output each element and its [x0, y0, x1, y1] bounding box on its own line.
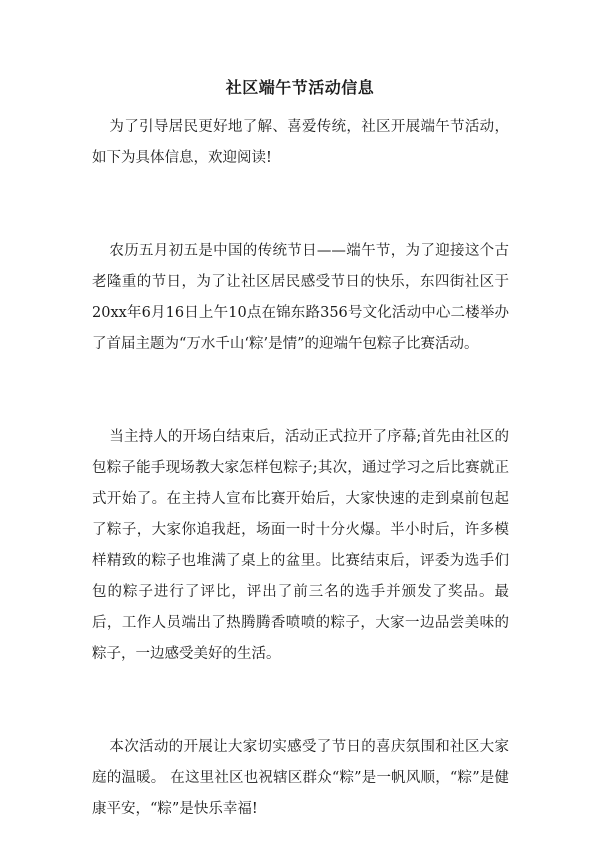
paragraph-gap [92, 701, 509, 732]
paragraph-process: 当主持人的开场白结束后，活动正式拉开了序幕;首先由社区的包粽子能手现场教大家怎样包粽子;其次，通过学习之后比赛就正式开始了。在主持人宣布比赛开始后，大家快速的走到桌前包起了粽子，大家你追我赶，场面一时十分火爆。半小时后，许多模样精致的粽子也堆满了桌上的盆里。比赛结束后，评委为选手们包的粽子进行了评比，评出了前三名的选手并颁发了奖品。最后，工作人员端出了热腾腾香喷喷的粽子，大家一边品尝美味的粽子，一边感受美好的生活。 [92, 429, 509, 662]
paragraph-gap [92, 391, 509, 422]
paragraph-gap [92, 174, 509, 205]
document-body [92, 112, 509, 825]
paragraph-intro: 为了引导居民更好地了解、喜爱传统，社区开展端午节活动，如下为具体信息，欢迎阅读! [92, 119, 509, 166]
paragraph-background: 农历五月初五是中国的传统节日——端午节，为了迎接这个古老隆重的节日，为了让社区居民感受节日的快乐，东四街社区于20xx年6月16日上午10点在锦东路356号文化活动中心二楼举办了首届主题为“万水千山‘粽’是情”的迎端午包粽子比赛活动。 [92, 243, 509, 352]
paragraph-gap [92, 360, 509, 391]
paragraph-conclusion: 本次活动的开展让大家切实感受了节日的喜庆氛围和社区大家庭的温暖。 在这里社区也祝辖区群众“粽”是一帆风顺，“粽”是健康平安，“粽”是快乐幸福! [92, 739, 509, 817]
paragraph-gap [92, 670, 509, 701]
paragraph-gap [92, 205, 509, 236]
document-title: 社区端午节活动信息 [225, 78, 375, 97]
